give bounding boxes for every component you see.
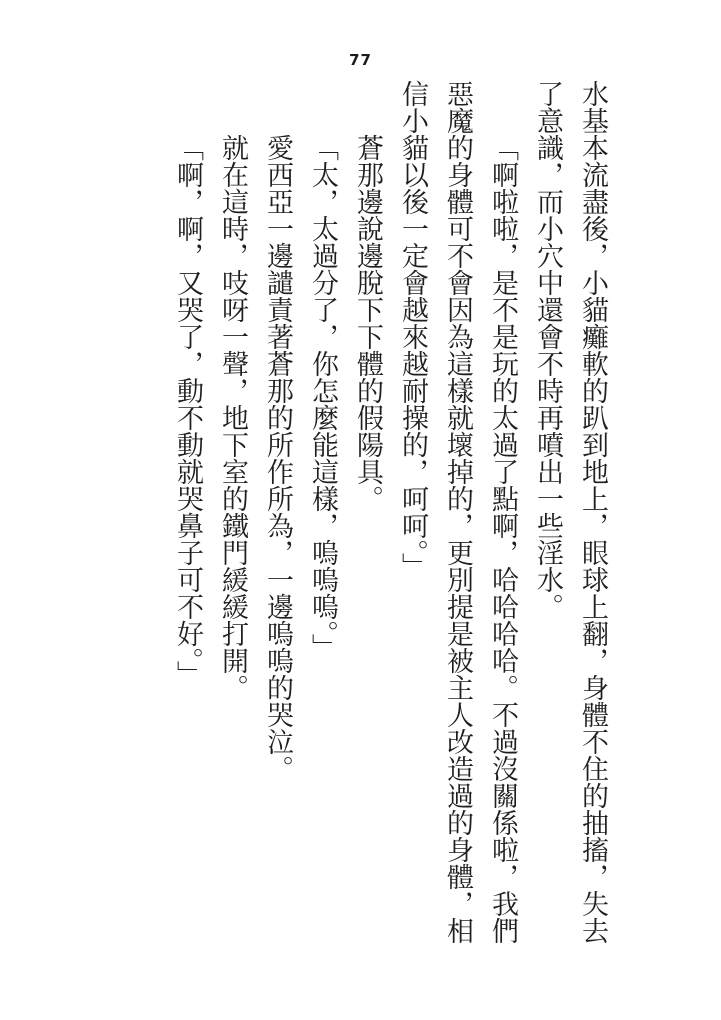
paragraph-7: 「啊，啊，又哭了，動不動就哭鼻子可不好。」 [173,134,203,688]
text-block [165,80,615,948]
paragraph-2: 「啊啦啦，是不是玩的太過了點啊，哈哈哈哈。不過沒關係啦，我們惡魔的身體可不會因為這樣就壞掉的，更別提是被主人改造過的身體，相信小貓以後一定會越來越耐操的，呵呵。」 [398,80,518,944]
paragraph-1: 水基本流盡後，小貓癱軟的趴到地上，眼球上翻，身體不住的抽搐，失去了意識，而小穴中還會不時再噴出一些淫水。 [533,80,608,944]
page-number: 77 [349,51,372,69]
paragraph-6: 就在這時，吱呀一聲，地下室的鐵門緩緩打開。 [218,134,248,701]
paragraph-5: 愛西亞一邊譴責著蒼那的所作所為，一邊嗚嗚的哭泣。 [263,134,293,782]
paragraph-3: 蒼那邊說邊脫下下體的假陽具。 [353,134,383,512]
paragraph-4: 「太，太過分了，你怎麼能這樣，嗚嗚嗚。」 [308,134,338,661]
